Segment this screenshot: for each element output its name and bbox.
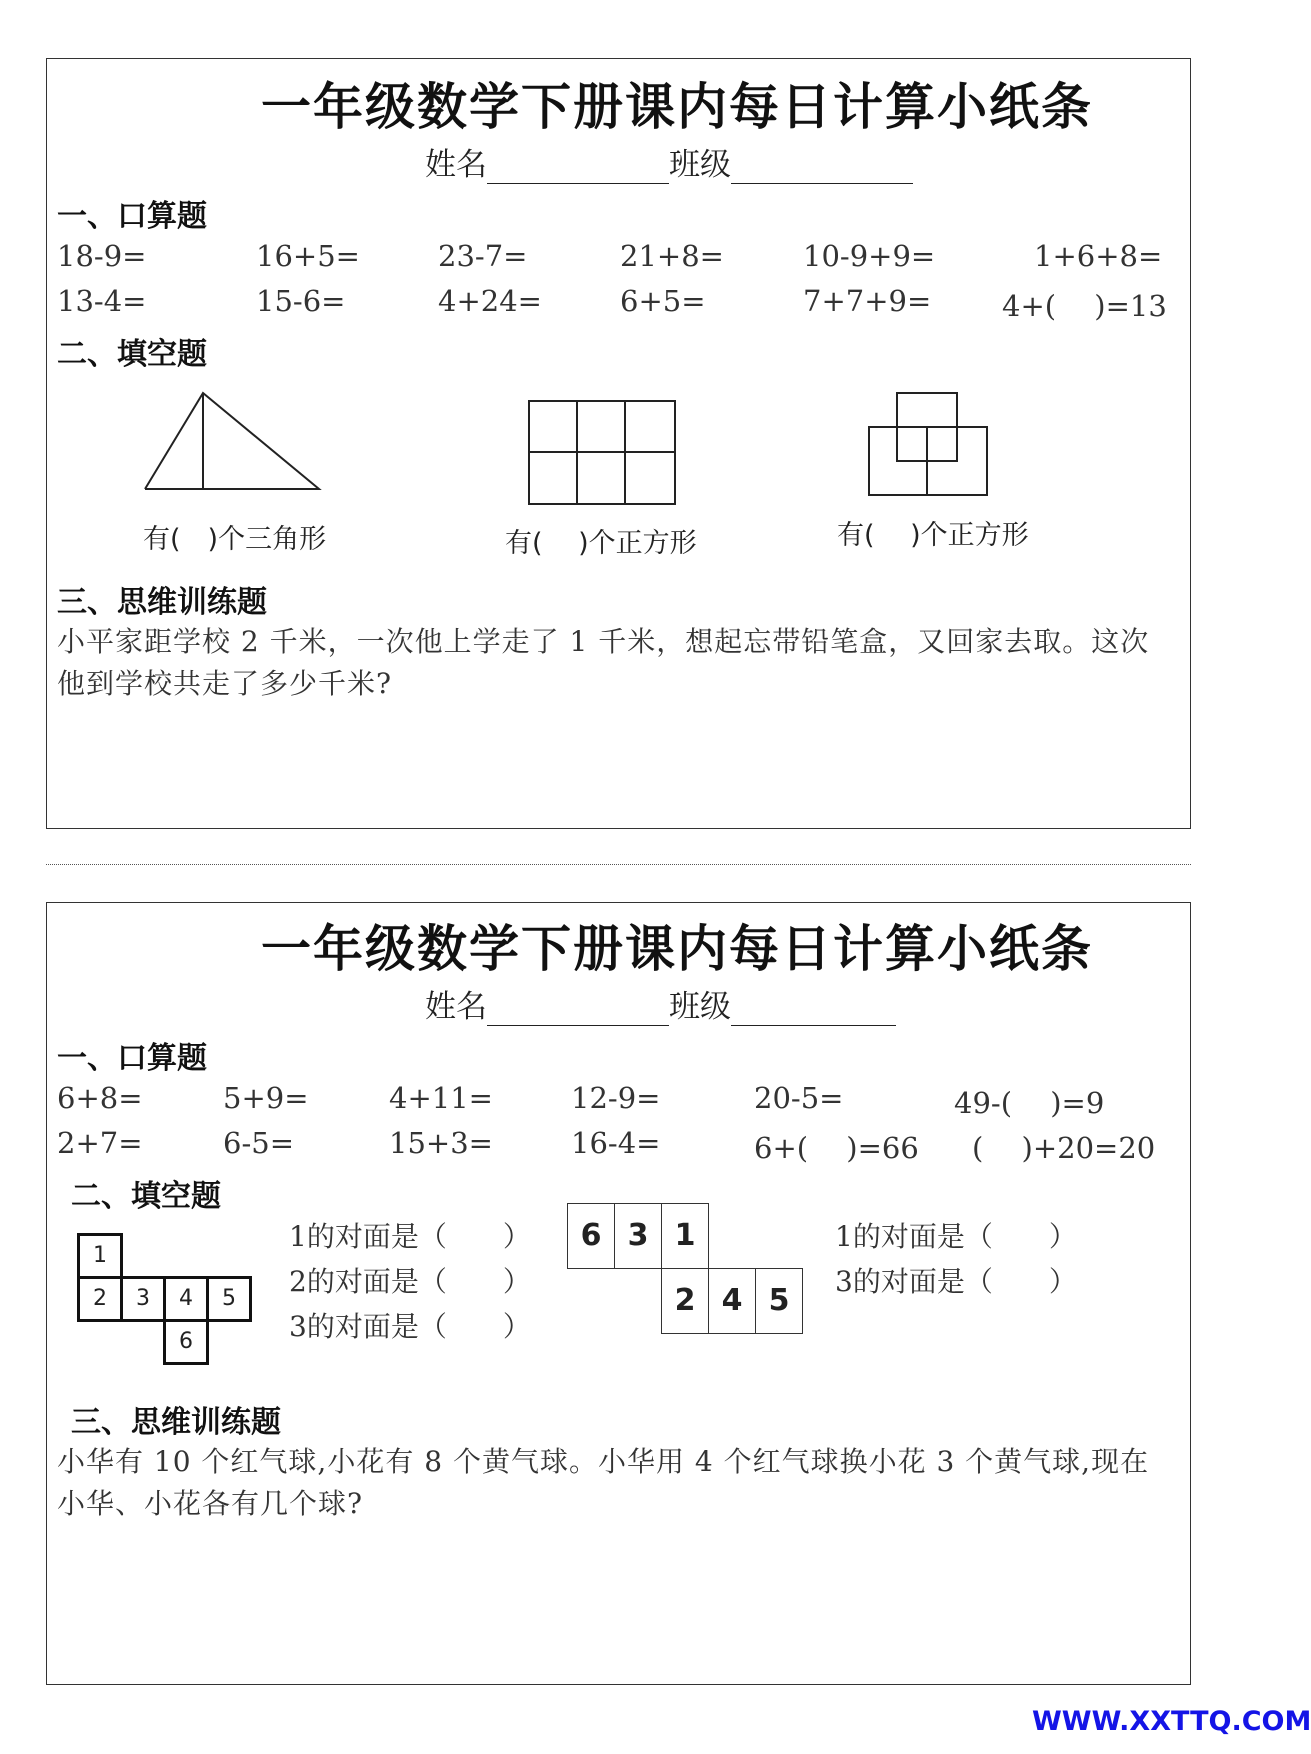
class-label: 班级 [669,147,731,183]
overlap-squares-figure [867,391,993,499]
calc-item: 49-( )=9 [954,1086,1105,1120]
calc-item: 18-9= [57,239,147,273]
section-fill-blank: 二、填空题 [57,337,207,372]
net2-question: 3的对面是（ ） [835,1265,1077,1298]
net-cell: 2 [661,1268,709,1334]
grid-squares-figure [527,399,679,507]
name-class-row [425,981,896,1026]
calc-item: ( )+20=20 [972,1131,1156,1165]
name-label: 姓名 [425,147,487,183]
calc-item: 16+5= [256,239,360,273]
class-blank[interactable] [731,997,896,1026]
worksheet-card-1 [46,58,1191,829]
calc-item: 16-4= [571,1126,661,1160]
cube-net-1 [77,1233,257,1373]
cut-line [46,864,1191,865]
section-oral-calc: 一、口算题 [57,1041,207,1076]
net2-question: 1的对面是（ ） [835,1220,1077,1253]
calc-item: 5+9= [223,1081,309,1115]
class-label: 班级 [669,989,731,1025]
section-oral-calc: 一、口算题 [57,199,207,234]
calc-item: 4+24= [438,284,542,318]
calc-item: 6-5= [223,1126,294,1160]
name-blank[interactable] [487,997,669,1026]
net-cell: 6 [163,1319,209,1365]
net-cell: 1 [77,1233,123,1279]
net-cell: 5 [206,1276,252,1322]
calc-item: 15+3= [389,1126,493,1160]
calc-item: 4+11= [389,1081,493,1115]
net-cell: 4 [163,1276,209,1322]
calc-item: 23-7= [438,239,528,273]
name-blank[interactable] [487,155,669,184]
site-watermark: WWW.XXTTQ.COM [1032,1706,1311,1737]
calc-item: 21+8= [620,239,724,273]
cube-net-2 [567,1203,817,1339]
figure-caption: 有( )个正方形 [505,528,697,559]
calc-item: 6+5= [620,284,706,318]
section-thinking: 三、思维训练题 [57,585,267,620]
net-cell: 1 [661,1203,709,1269]
figure-caption: 有( )个正方形 [837,520,1029,551]
net1-question: 2的对面是（ ） [289,1265,531,1298]
triangle-figure [143,389,323,494]
net1-question: 1的对面是（ ） [289,1220,531,1253]
name-class-row [425,139,913,184]
class-blank[interactable] [731,155,913,184]
calc-item: 6+8= [57,1081,143,1115]
calc-item: 20-5= [754,1081,844,1115]
worksheet-card-2 [46,902,1191,1685]
net-cell: 6 [567,1203,615,1269]
worksheet-title: 一年级数学下册课内每日计算小纸条 [261,78,1093,136]
net-cell: 3 [614,1203,662,1269]
net-cell: 4 [708,1268,756,1334]
section-fill-blank: 二、填空题 [71,1179,221,1214]
word-problem: 小平家距学校 2 千米，一次他上学走了 1 千米，想起忘带铅笔盒，又回家去取。这次他到学校共走了多少千米? [57,625,1150,700]
net-cell: 2 [77,1276,123,1322]
calc-item: 12-9= [571,1081,661,1115]
calc-item: 10-9+9= [803,239,936,273]
net1-question: 3的对面是（ ） [289,1310,531,1343]
calc-item: 6+( )=66 [754,1131,919,1165]
worksheet-title: 一年级数学下册课内每日计算小纸条 [261,920,1093,978]
calc-item: 2+7= [57,1126,143,1160]
net-cell: 3 [120,1276,166,1322]
name-label: 姓名 [425,989,487,1025]
section-thinking: 三、思维训练题 [71,1405,281,1440]
calc-item: 1+6+8= [1034,239,1163,273]
calc-item: 13-4= [57,284,147,318]
figure-caption: 有( )个三角形 [143,524,327,555]
word-problem: 小华有 10 个红气球,小花有 8 个黄气球。小华用 4 个红气球换小花 3 个黄气球,现在小华、小花各有几个球? [57,1445,1150,1520]
calc-item: 15-6= [256,284,346,318]
net-cell: 5 [755,1268,803,1334]
calc-item: 4+( )=13 [1002,289,1167,323]
calc-item: 7+7+9= [803,284,932,318]
